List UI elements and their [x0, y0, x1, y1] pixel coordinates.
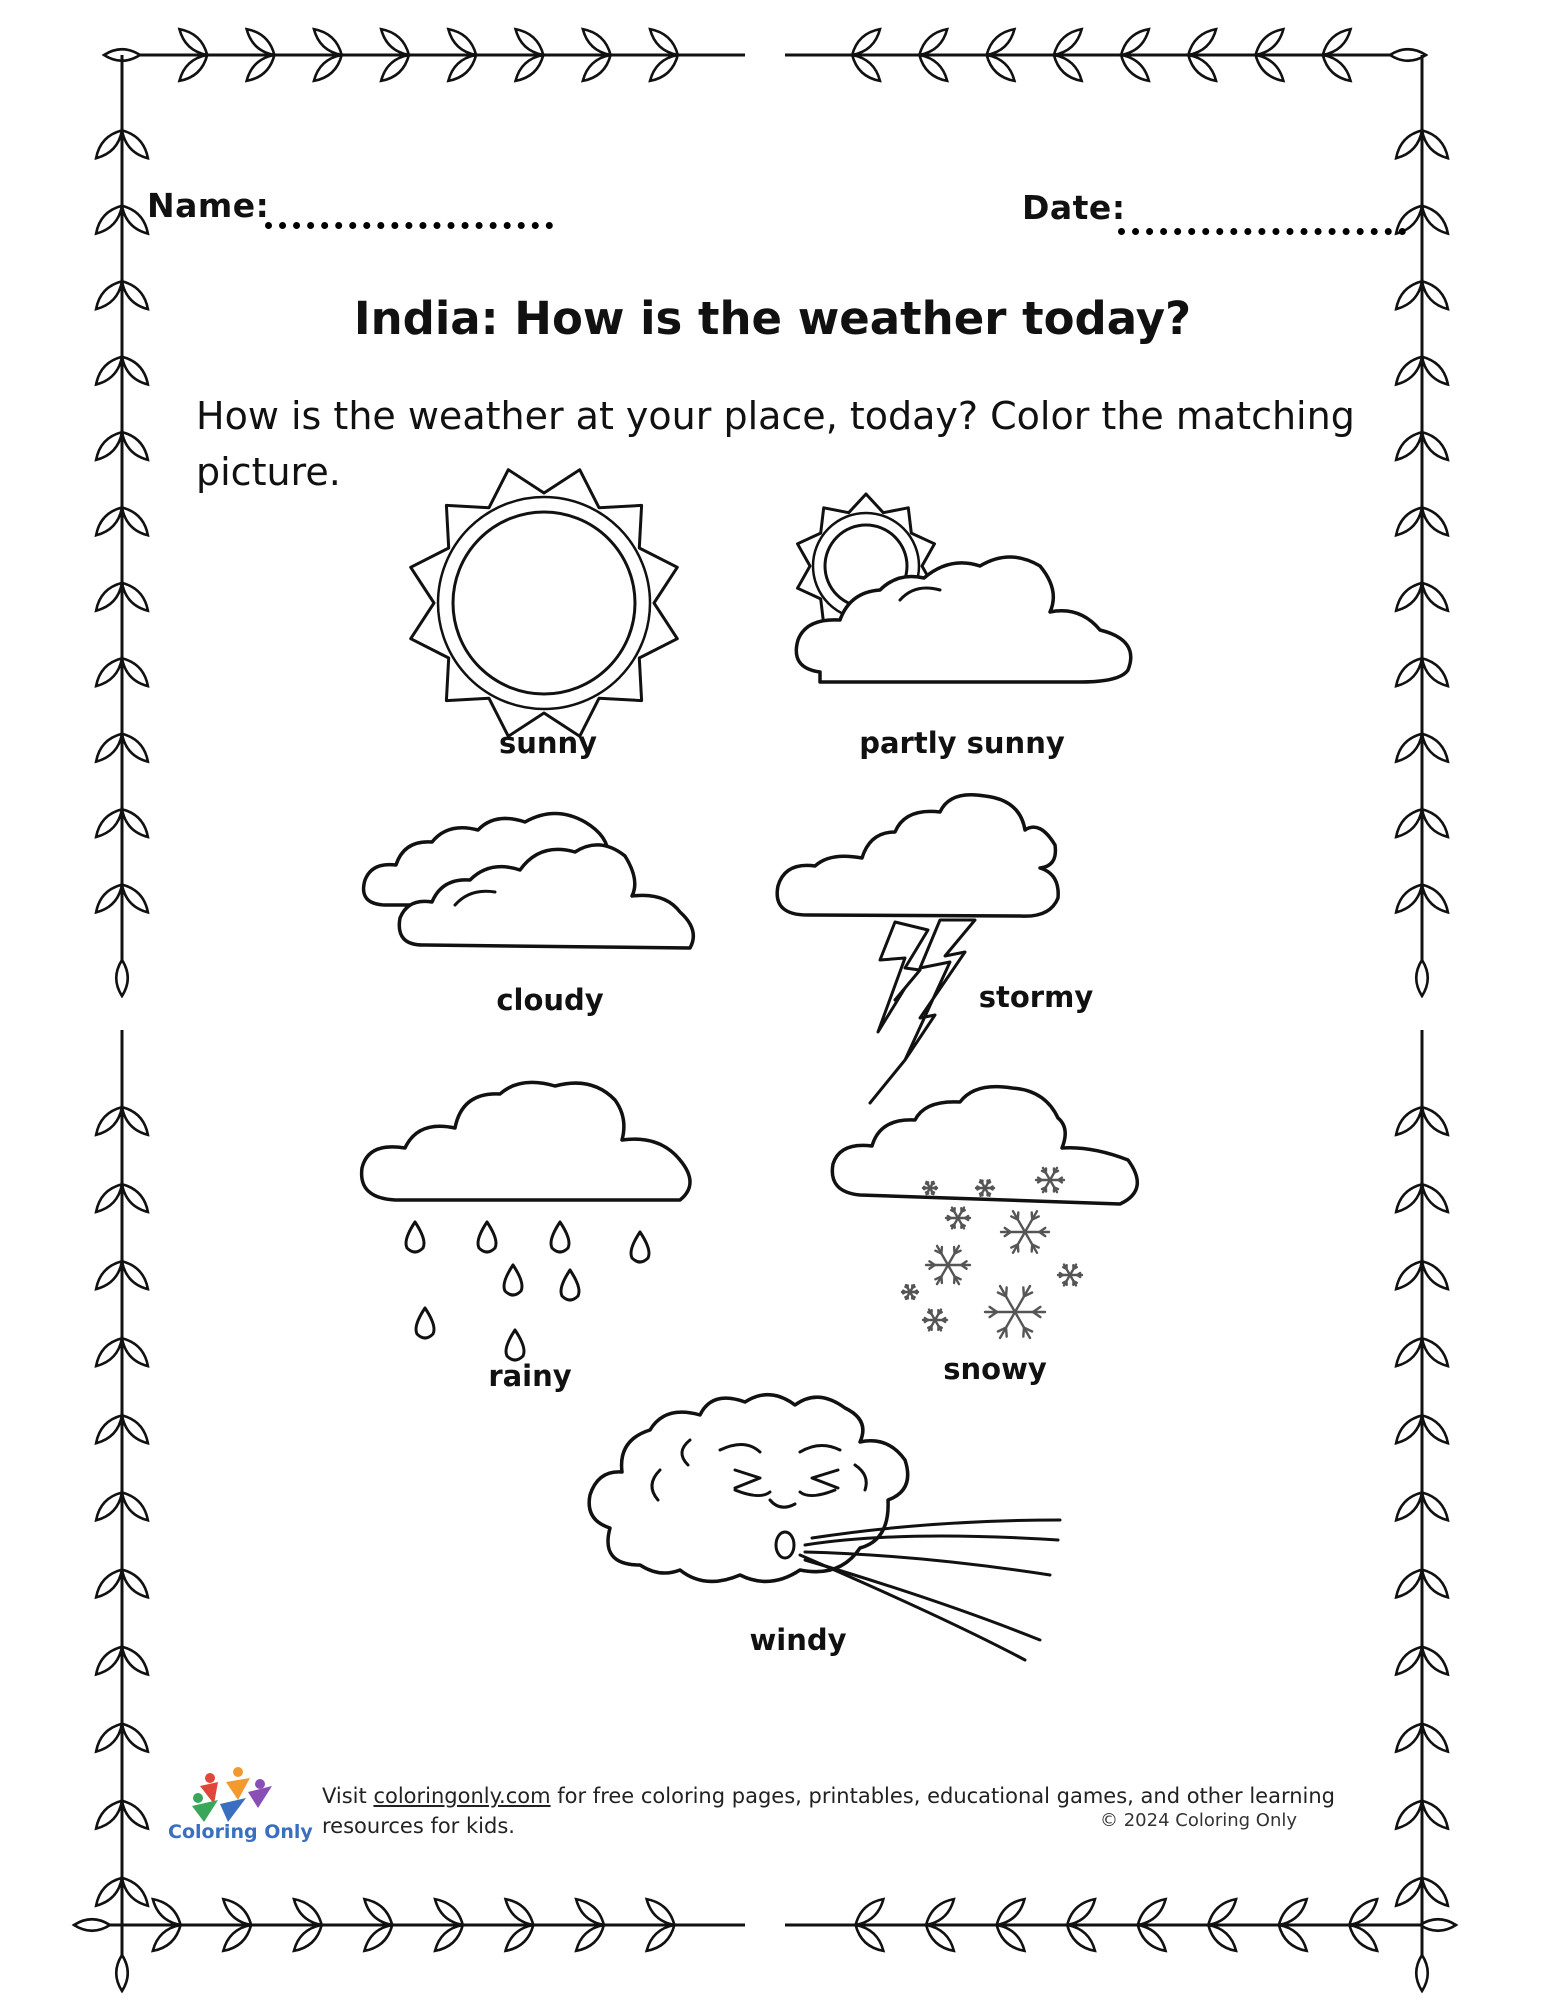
snowflake-icon [985, 1286, 1045, 1338]
snowflake-icon [902, 1285, 918, 1299]
footer-visit: Visit [322, 1784, 374, 1808]
instructions: How is the weather at your place, today? Color the matching picture. [196, 394, 1355, 494]
footer-rest: for free coloring pages, printables, educational games, and other learning resources for kids. [322, 1784, 1335, 1838]
label-sunny: sunny [498, 726, 598, 760]
date-label: Date: [1022, 188, 1126, 227]
label-snowy: snowy [943, 1352, 1047, 1386]
label-windy: windy [749, 1623, 847, 1657]
label-stormy: stormy [978, 980, 1094, 1014]
footer-link[interactable]: coloringonly.com [373, 1784, 551, 1808]
page-title: India: How is the weather today? [353, 292, 1192, 345]
cloudy-icon[interactable] [364, 814, 694, 949]
name-label: Name: [147, 186, 270, 225]
windy-icon[interactable] [589, 1395, 1060, 1660]
logo-icon[interactable] [188, 1764, 278, 1824]
snowflake-icon [946, 1208, 970, 1229]
copyright: © 2024 Coloring Only [1100, 1810, 1298, 1831]
partly-sunny-icon[interactable] [796, 494, 1130, 682]
label-rainy: rainy [488, 1359, 572, 1393]
label-partly-sunny: partly sunny [859, 726, 1065, 760]
snowflake-icon [1001, 1211, 1049, 1253]
snowy-icon[interactable] [832, 1087, 1137, 1338]
rainy-icon[interactable] [362, 1082, 690, 1360]
snowflake-icon [926, 1246, 970, 1284]
label-cloudy: cloudy [496, 983, 604, 1017]
snowflake-icon [923, 1310, 947, 1331]
logo-text: Coloring Only [168, 1821, 313, 1843]
snowflake-icon [1058, 1265, 1082, 1286]
stormy-icon[interactable] [777, 795, 1058, 1103]
sun-icon[interactable] [411, 470, 678, 737]
